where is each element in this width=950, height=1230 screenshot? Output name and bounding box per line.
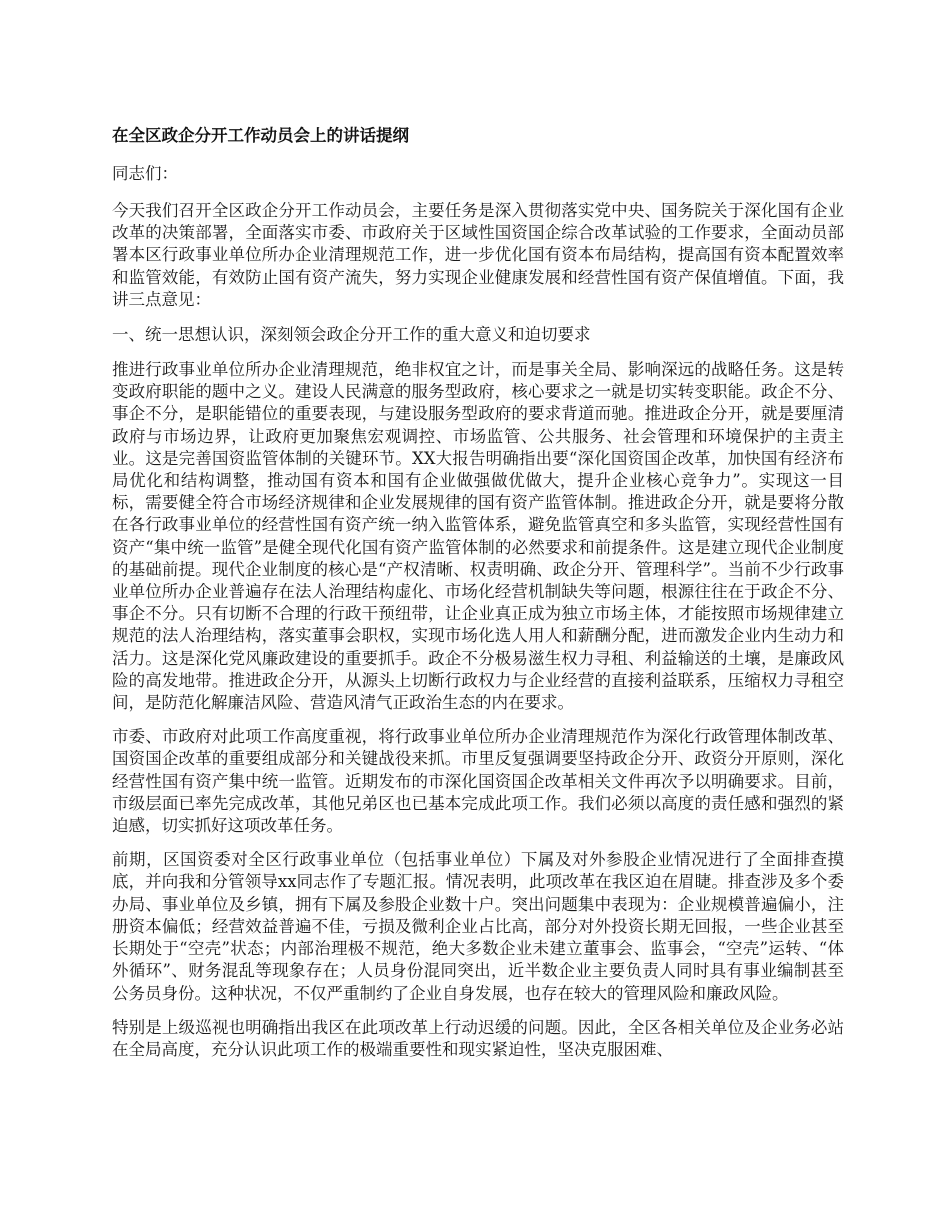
paragraph-significance: 推进行政事业单位所办企业清理规范，绝非权宜之计，而是事关全局、影响深远的战略任务。这是转变政府职能的题中之义。建设人民满意的服务型政府，核心要求之一就是切实转变职能。政企不分、事企不分，是职能错位的重要表现，与建设服务型政府的要求背道而驰。推进政企分开，就是要厘清政府与市场边界，让政府更加聚焦宏观调控、市场监管、公共服务、社会管理和环境保护的主责主业。这是完善国资监管体制的关键环节。XX大报告明确指出要“深化国资国企改革，加快国有经济布局优化和结构调整，推动国有资本和国有企业做强做优做大，提升企业核心竞争力”。实现这一目标，需要健全符合市场经济规律和企业发展规律的国有资产监管体制。推进政企分开，就是要将分散在各行政事业单位的经营性国有资产统一纳入监管体系，避免监管真空和多头监管，实现经营性国有资产“集中统一监管”是健全现代化国有资产监管体制的必然要求和前提条件。这是建立现代企业制度的基础前提。现代企业制度的核心是“产权清晰、权责明确、政企分开、管理科学”。当前不少行政事业单位所办企业普遍存在法人治理结构虚化、市场化经营机制缺失等问题，根源往往在于政企不分、事企不分。只有切断不合理的行政干预纽带，让企业真正成为独立市场主体，才能按照市场规律建立规范的法人治理结构，落实董事会职权，实现市场化选人用人和薪酬分配，进而激发企业内生动力和活力。这是深化党风廉政建设的重要抓手。政企不分极易滋生权力寻租、利益输送的土壤，是廉政风险的高发地带。推进政企分开，从源头上切断行政权力与企业经营的直接利益联系，压缩权力寻租空间，是防范化解廉洁风险、营造风清气正政治生态的内在要求。 — [112, 360, 844, 713]
paragraph-investigation: 前期，区国资委对全区行政事业单位（包括事业单位）下属及对外参股企业情况进行了全面排查摸底，并向我和分管领导xx同志作了专题汇报。情况表明，此项改革在我区迫在眉睫。排查涉及多个委办局、事业单位及乡镇，拥有下属及参股企业数十户。突出问题集中表现为：企业规模普遍偏小，注册资本偏低；经营效益普遍不佳，亏损及微利企业占比高，部分对外投资长期无回报，一些企业甚至长期处于“空壳”状态；内部治理极不规范，绝大多数企业未建立董事会、监事会，“空壳”运转、“体外循环”、财务混乱等现象存在；人员身份混同突出，近半数企业主要负责人同时具有事业编制甚至公务员身份。这种状况，不仅严重制约了企业自身发展，也存在较大的管理风险和廉政风险。 — [112, 850, 844, 1003]
section-heading-1: 一、统一思想认识，深刻领会政企分开工作的重大意义和迫切要求 — [112, 325, 591, 345]
salutation: 同志们： — [112, 164, 178, 183]
document-body — [112, 124, 844, 1073]
paragraph-city-emphasis: 市委、市政府对此项工作高度重视，将行政事业单位所办企业清理规范作为深化行政管理体制改革、国资国企改革的重要组成部分和关键战役来抓。市里反复强调要坚持政企分开、政资分开原则，深化经营性国有资产集中统一监管。近期发布的市深化国资国企改革相关文件再次予以明确要求。目前，市级层面已率先完成改革，其他兄弟区也已基本完成此项工作。我们必须以高度的责任感和强烈的紧迫感，切实抓好这项改革任务。 — [112, 727, 844, 836]
document-title: 在全区政企分开工作动员会上的讲话提纲 — [112, 126, 409, 145]
paragraph-intro: 今天我们召开全区政企分开工作动员会，主要任务是深入贯彻落实党中央、国务院关于深化国有企业改革的决策部署，全面落实市委、市政府关于区域性国资国企综合改革试验的工作要求，全面动员部署本区行政事业单位所办企业清理规范工作，进一步优化国有资本布局结构，提高国有资本配置效率和监管效能，有效防止国有资产流失，努力实现企业健康发展和经营性国有资产保值增值。下面，我讲三点意见： — [112, 201, 844, 309]
paragraph-inspection: 特别是上级巡视也明确指出我区在此项改革上行动迟缓的问题。因此，全区各相关单位及企业务必站在全局高度，充分认识此项工作的极端重要性和现实紧迫性，坚决克服困难、 — [112, 1017, 844, 1059]
